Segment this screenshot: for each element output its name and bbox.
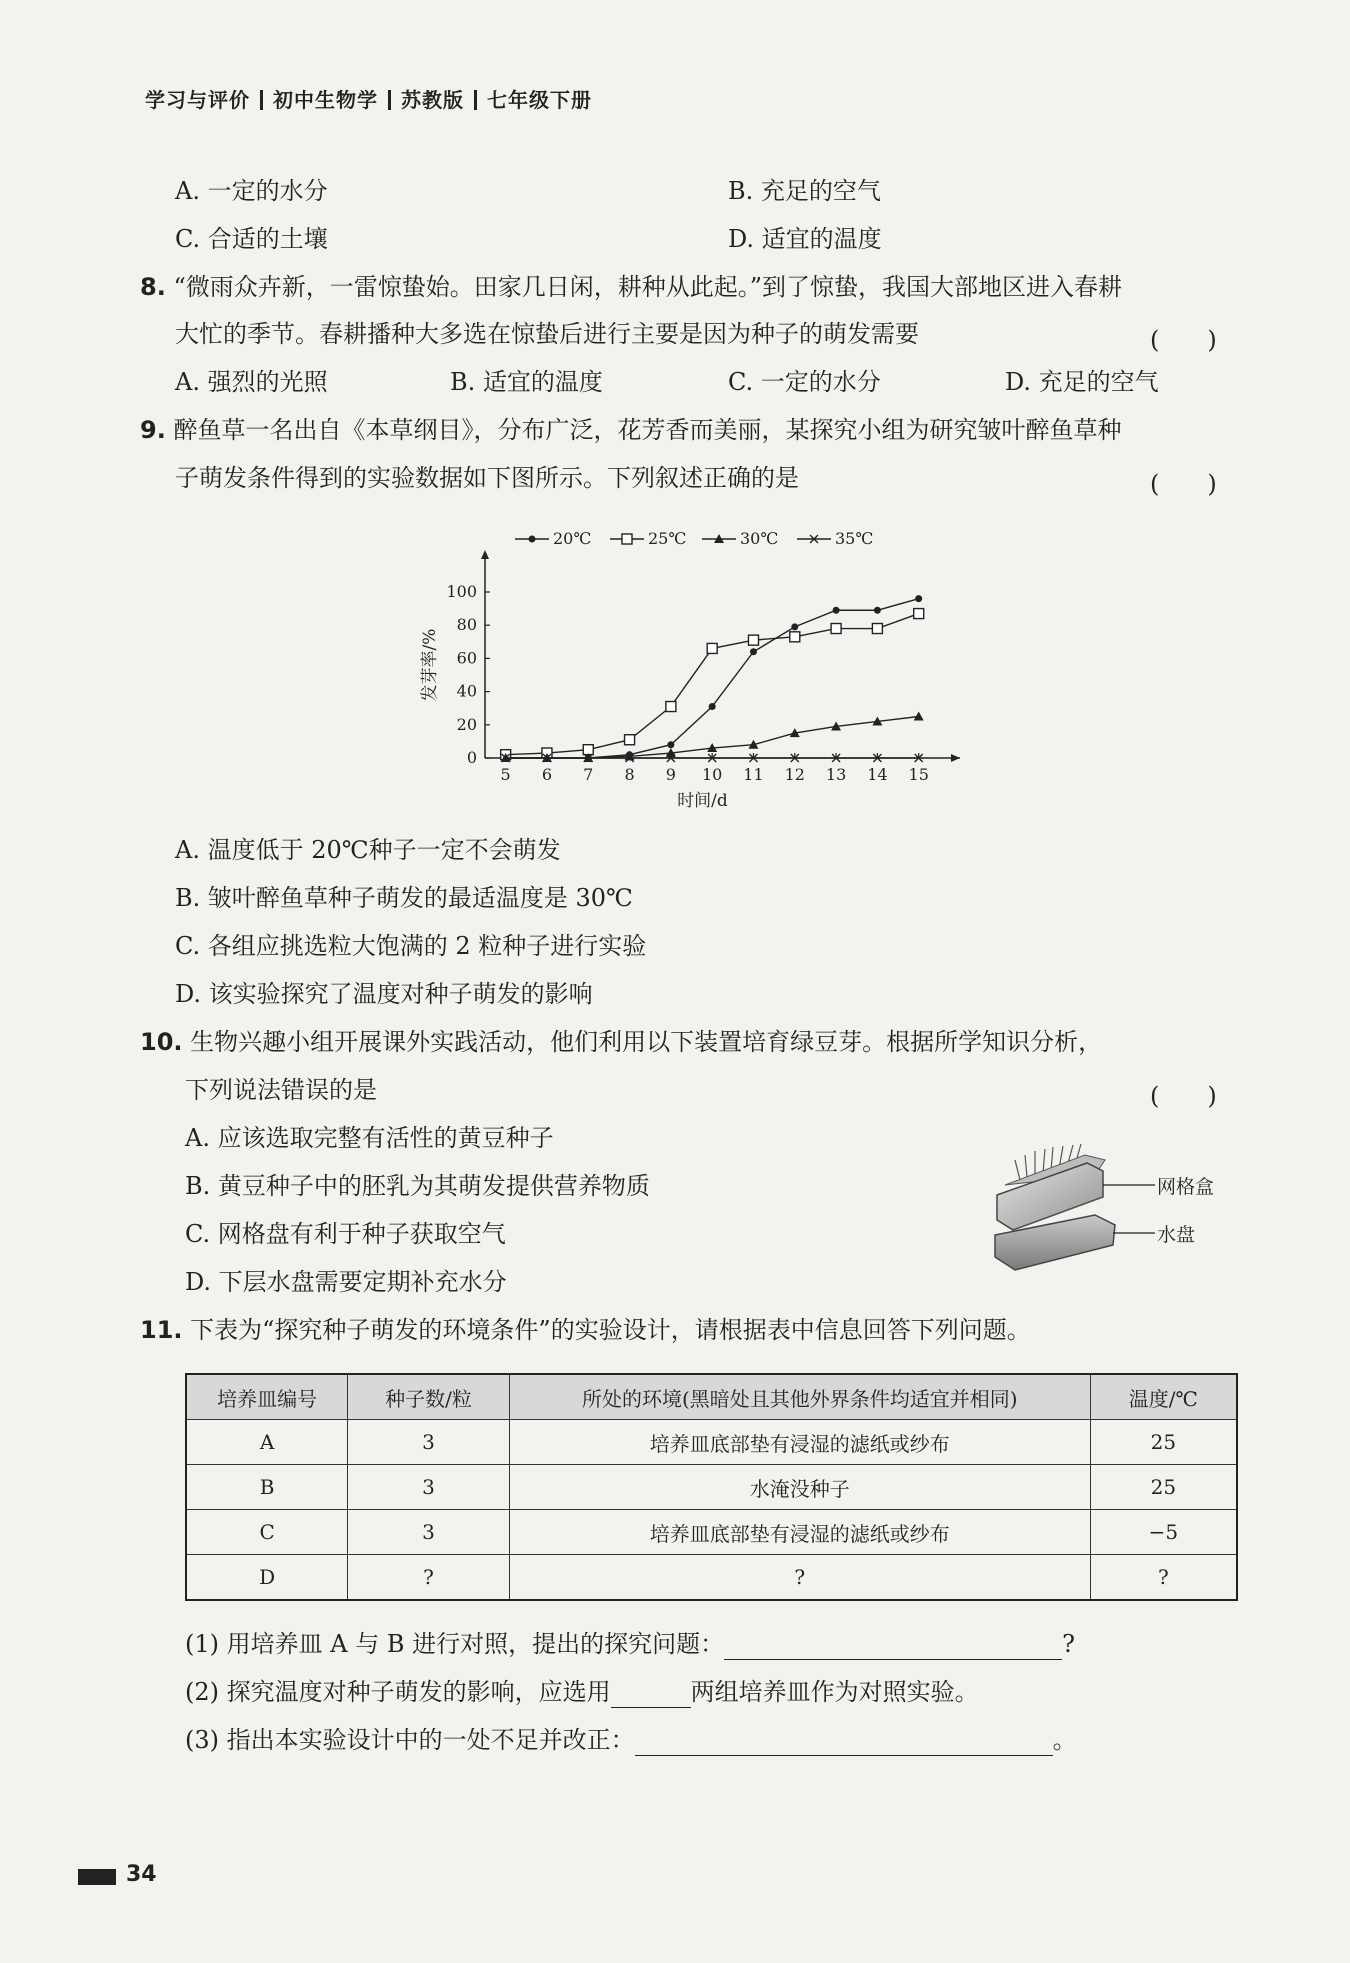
q8-option-a: A. 强烈的光照: [175, 368, 328, 396]
x-axis-arrow: [951, 754, 960, 762]
legend-marker: [529, 536, 536, 543]
table-cell: ?: [1090, 1555, 1237, 1601]
table-cell: −5: [1090, 1510, 1237, 1555]
data-point-dot: [750, 648, 757, 655]
data-point-square: [914, 609, 924, 619]
data-point-dot: [915, 595, 922, 602]
x-tick-label: 6: [541, 765, 553, 784]
header-grade: 七年级下册: [487, 88, 592, 112]
table-cell: A: [186, 1420, 348, 1465]
q8-number: 8.: [140, 273, 166, 301]
x-tick-label: 10: [701, 765, 723, 784]
q10-option-d: D. 下层水盘需要定期补充水分: [185, 1268, 507, 1296]
table-cell: 水淹没种子: [509, 1465, 1090, 1510]
q11-subquestion-2: [185, 1676, 979, 1708]
q10-stem-line2: 下列说法错误的是: [185, 1076, 377, 1104]
page-number: 34: [126, 1862, 157, 1887]
data-point-square: [831, 624, 841, 634]
table-cell: 培养皿底部垫有浸湿的滤纸或纱布: [509, 1510, 1090, 1555]
table-header-cell: 种子数/粒: [348, 1374, 510, 1420]
header-subject: 初中生物学: [273, 88, 378, 112]
q7-option-a: A. 一定的水分: [175, 177, 328, 205]
y-axis-title: 发芽率/%: [420, 628, 440, 702]
table-header-cell: 所处的环境(黑暗处且其他外界条件均适宜并相同): [509, 1374, 1090, 1420]
sprouting-device-illustration: [985, 1135, 1245, 1285]
x-tick-label: 8: [624, 765, 635, 784]
table-header-cell: 温度/℃: [1090, 1374, 1237, 1420]
data-point-dot: [667, 741, 674, 748]
legend-marker: [622, 534, 632, 544]
table-cell: ?: [509, 1555, 1090, 1601]
series-line-1: [506, 614, 919, 755]
header-divider: [474, 90, 477, 110]
q9-stem-line1: [140, 414, 1121, 446]
q11-sub2-answer-blank[interactable]: [611, 1679, 691, 1708]
q9-option-d: D. 该实验探究了温度对种子萌发的影响: [175, 980, 593, 1008]
q8-text-1: “微雨众卉新，一雷惊蛰始。田家几日闲，耕种从此起。”到了惊蛰，我国大部地区进入春耕: [173, 273, 1123, 301]
header-edition: 苏教版: [401, 88, 464, 112]
table-cell: 25: [1090, 1420, 1237, 1465]
legend-label: 20℃: [553, 529, 592, 548]
y-tick-label: 60: [456, 648, 477, 668]
q10-stem-line1: [140, 1026, 1102, 1058]
q11-subquestion-1: [185, 1628, 1075, 1660]
legend-label: 35℃: [835, 529, 874, 548]
experiment-table: [185, 1373, 1238, 1601]
q10-answer-paren: ( ): [1150, 1082, 1217, 1110]
q8-option-b: B. 适宜的温度: [450, 368, 603, 396]
chart-svg: [405, 522, 965, 822]
data-point-square: [625, 735, 635, 745]
q11-sub1-answer-blank[interactable]: [724, 1631, 1062, 1660]
table-cell: ?: [348, 1555, 510, 1601]
data-point-dot: [874, 607, 881, 614]
legend-label: 25℃: [648, 529, 687, 548]
q8-answer-paren: ( ): [1150, 326, 1217, 354]
data-point-square: [790, 632, 800, 642]
data-point-triangle: [914, 712, 924, 721]
q10-option-a: A. 应该选取完整有活性的黄豆种子: [185, 1124, 554, 1152]
q10-option-b: B. 黄豆种子中的胚乳为其萌发提供营养物质: [185, 1172, 650, 1200]
q11-subquestion-3: [185, 1724, 1077, 1756]
q9-stem-line2: 子萌发条件得到的实验数据如下图所示。下列叙述正确的是: [175, 464, 799, 492]
x-tick-label: 11: [743, 765, 764, 784]
data-point-square: [707, 643, 717, 653]
q8-stem-line2: 大忙的季节。春耕播种大多选在惊蛰后进行主要是因为种子的萌发需要: [175, 320, 919, 348]
q9-number: 9.: [140, 416, 166, 444]
data-point-dot: [791, 623, 798, 630]
legend-label: 30℃: [740, 529, 779, 548]
q7-option-d: D. 适宜的温度: [728, 225, 882, 253]
q9-answer-paren: ( ): [1150, 470, 1217, 498]
q9-text-1: 醉鱼草一名出自《本草纲目》，分布广泛，花芳香而美丽，某探究小组为研究皱叶醉鱼草种: [173, 416, 1122, 444]
table-header-row: [186, 1374, 1237, 1420]
header-divider: [260, 90, 263, 110]
q11-sub1-end: ?: [1062, 1630, 1075, 1658]
q10-text-1: 生物兴趣小组开展课外实践活动，他们利用以下装置培育绿豆芽。根据所学知识分析，: [190, 1028, 1103, 1056]
header-title: 学习与评价: [145, 88, 250, 112]
water-tray-label: 水盘: [1157, 1224, 1196, 1246]
y-tick-label: 0: [466, 748, 477, 767]
x-tick-label: 13: [825, 765, 847, 784]
q11-sub3-answer-blank[interactable]: [635, 1727, 1053, 1756]
table-row: [186, 1555, 1237, 1601]
y-tick-label: 100: [446, 582, 477, 601]
table-row: [186, 1465, 1237, 1510]
data-point-square: [748, 635, 758, 645]
data-point-dot: [833, 607, 840, 614]
table-row: [186, 1510, 1237, 1555]
grid-box-label: 网格盒: [1157, 1176, 1215, 1198]
x-tick-label: 12: [784, 765, 805, 784]
q8-option-c: C. 一定的水分: [728, 368, 881, 396]
x-tick-label: 5: [500, 765, 511, 784]
q11-sub2-text: (2) 探究温度对种子萌发的影响，应选用: [185, 1678, 611, 1706]
table-cell: 3: [348, 1465, 510, 1510]
x-tick-label: 14: [867, 765, 888, 784]
q9-option-b: B. 皱叶醉鱼草种子萌发的最适温度是 30℃: [175, 884, 633, 912]
q8-option-d: D. 充足的空气: [1005, 368, 1159, 396]
data-point-dot: [709, 703, 716, 710]
table-cell: C: [186, 1510, 348, 1555]
data-point-square: [872, 624, 882, 634]
table-cell: 3: [348, 1420, 510, 1465]
q11-sub1-text: (1) 用培养皿 A 与 B 进行对照，提出的探究问题：: [185, 1630, 725, 1658]
x-tick-label: 7: [583, 765, 594, 784]
footer-bar: [78, 1869, 116, 1885]
table-header-cell: 培养皿编号: [186, 1374, 348, 1420]
q8-stem-line1: [140, 271, 1122, 303]
data-point-square: [666, 702, 676, 712]
q11-stem: [140, 1314, 1031, 1346]
q11-sub2-end: 两组培养皿作为对照实验。: [690, 1678, 979, 1706]
q10-option-c: C. 网格盘有利于种子获取空气: [185, 1220, 506, 1248]
table-cell: B: [186, 1465, 348, 1510]
device-drawing: [985, 1135, 1245, 1285]
header-divider: [388, 90, 391, 110]
q10-number: 10.: [140, 1028, 183, 1056]
y-tick-label: 80: [456, 615, 477, 635]
table-cell: 培养皿底部垫有浸湿的滤纸或纱布: [509, 1420, 1090, 1465]
table-row: [186, 1420, 1237, 1465]
q7-option-c: C. 合适的土壤: [175, 225, 328, 253]
running-header: [145, 84, 592, 113]
y-axis-arrow: [481, 550, 489, 559]
table-cell: 3: [348, 1510, 510, 1555]
q9-option-c: C. 各组应挑选粒大饱满的 2 粒种子进行实验: [175, 932, 647, 960]
q11-text: 下表为“探究种子萌发的环境条件”的实验设计，请根据表中信息回答下列问题。: [190, 1316, 1031, 1344]
x-tick-label: 15: [908, 765, 929, 784]
x-tick-label: 9: [665, 765, 676, 784]
table-cell: 25: [1090, 1465, 1237, 1510]
q11-sub3-text: (3) 指出本实验设计中的一处不足并改正：: [185, 1726, 635, 1754]
series-line-0: [506, 599, 919, 758]
q11-sub3-end: 。: [1052, 1726, 1077, 1754]
x-axis-title: 时间/d: [677, 791, 728, 811]
germination-chart: [405, 522, 965, 822]
q11-number: 11.: [140, 1316, 183, 1344]
table-cell: D: [186, 1555, 348, 1601]
q7-option-b: B. 充足的空气: [728, 177, 881, 205]
q9-option-a: A. 温度低于 20℃种子一定不会萌发: [175, 836, 561, 864]
y-tick-label: 40: [456, 681, 477, 701]
y-tick-label: 20: [456, 714, 477, 734]
